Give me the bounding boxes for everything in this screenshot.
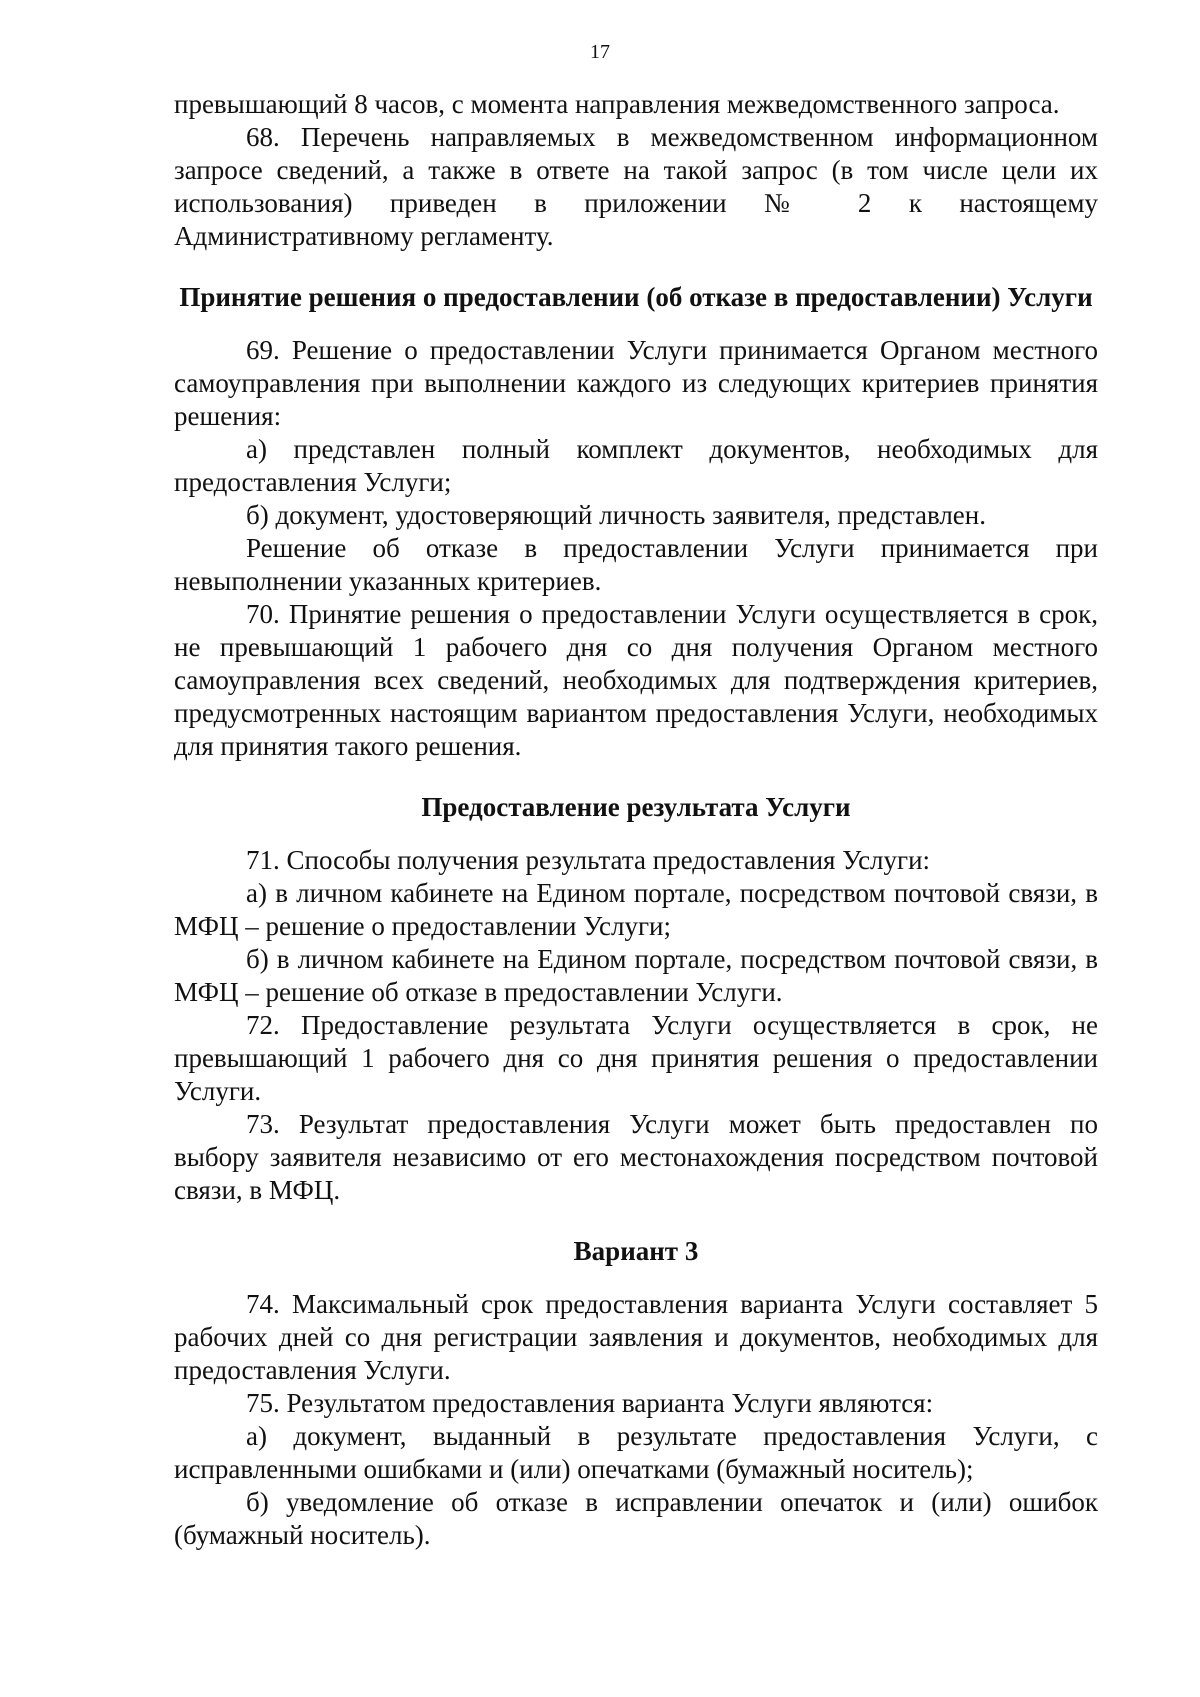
paragraph-69-b: б) документ, удостоверяющий личность заявителя, представлен. xyxy=(246,500,986,530)
paragraph-75: 75. Результатом предоставления варианта Услуги являются: xyxy=(246,1388,934,1418)
paragraph-70: 70. Принятие решения о предоставлении Услуги осуществляется в срок, не превышающий 1 рабочего дня со дня получения Органом местного самоуправления всех сведений, необходимых для подтверждения критериев, предусмотренных настоящим вариантом предоставления Услуги, необходимых для принятия такого решения. xyxy=(174,599,1098,761)
paragraph-74: 74. Максимальный срок предоставления варианта Услуги составляет 5 рабочих дней со дня регистрации заявления и документов, необходимых для предоставления Услуги. xyxy=(174,1289,1098,1385)
paragraph-71-a: а) в личном кабинете на Едином портале, посредством почтовой связи, в МФЦ – решение о предоставлении Услуги; xyxy=(174,878,1098,941)
paragraph-69-a: а) представлен полный комплект документов, необходимых для предоставления Услуги; xyxy=(174,434,1098,497)
paragraph-75-a: а) документ, выданный в результате предоставления Услуги, с исправленными ошибками и (или) опечатками (бумажный носитель); xyxy=(174,1421,1098,1484)
section-heading-decision: Принятие решения о предоставлении (об отказе в предоставлении) Услуги xyxy=(179,282,1093,312)
section-heading-variant-3: Вариант 3 xyxy=(573,1236,699,1266)
paragraph-72: 72. Предоставление результата Услуги осуществляется в срок, не превышающий 1 рабочего дня со дня принятия решения о предоставлении Услуги. xyxy=(174,1010,1098,1106)
document-body xyxy=(174,88,1098,1552)
paragraph-68: 68. Перечень направляемых в межведомственном информационном запросе сведений, а также в ответе на такой запрос (в том числе цели их использования) приведен в приложении № 2 к настоящему Административному регламенту. xyxy=(174,122,1098,251)
paragraph-69: 69. Решение о предоставлении Услуги принимается Органом местного самоуправления при выполнении каждого из следующих критериев принятия решения: xyxy=(174,335,1098,431)
section-heading-result: Предоставление результата Услуги xyxy=(421,792,851,822)
page-number: 17 xyxy=(590,41,610,63)
paragraph-refusal-decision: Решение об отказе в предоставлении Услуги принимается при невыполнении указанных критериев. xyxy=(174,533,1098,596)
paragraph-continuation: превышающий 8 часов, с момента направления межведомственного запроса. xyxy=(174,89,1060,119)
paragraph-75-b: б) уведомление об отказе в исправлении опечаток и (или) ошибок (бумажный носитель). xyxy=(174,1487,1098,1550)
paragraph-71-b: б) в личном кабинете на Едином портале, посредством почтовой связи, в МФЦ – решение об отказе в предоставлении Услуги. xyxy=(174,944,1098,1007)
paragraph-73: 73. Результат предоставления Услуги может быть предоставлен по выбору заявителя независимо от его местонахождения посредством почтовой связи, в МФЦ. xyxy=(174,1109,1098,1205)
paragraph-71: 71. Способы получения результата предоставления Услуги: xyxy=(246,845,931,875)
